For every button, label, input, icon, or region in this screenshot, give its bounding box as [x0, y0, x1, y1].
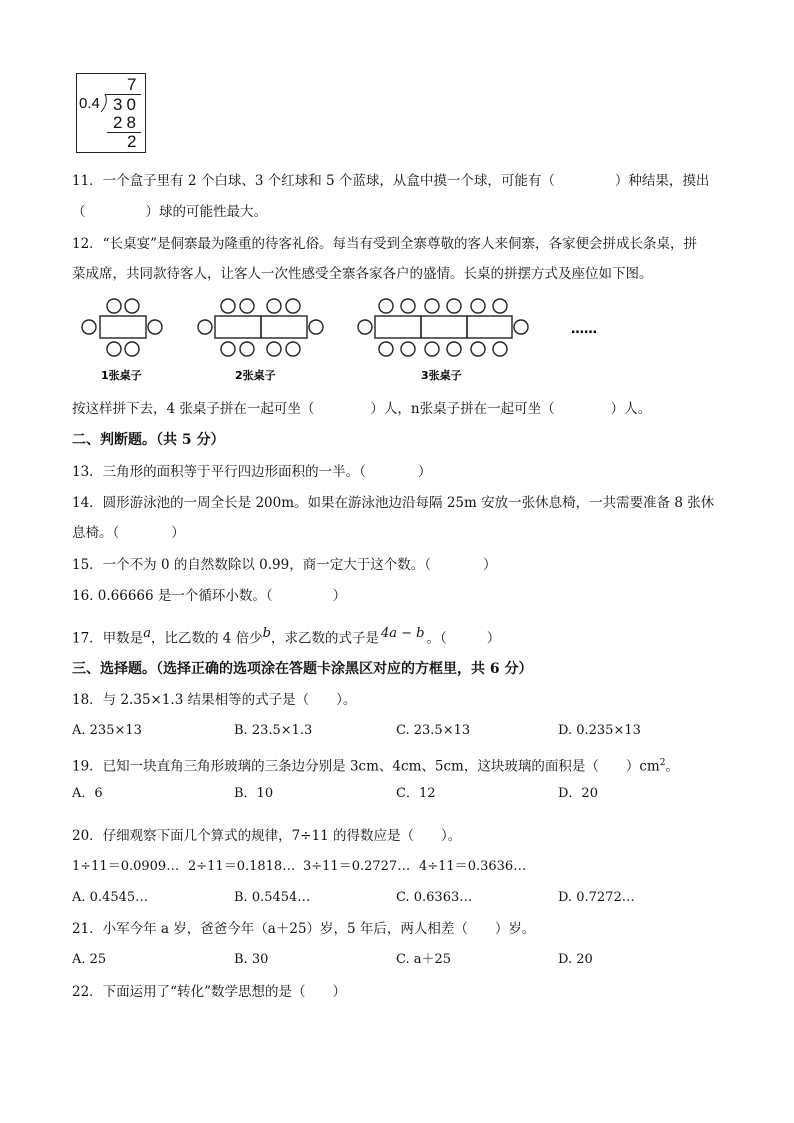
seat	[267, 299, 281, 313]
q20-option-c[interactable]: C. 0.6363…	[396, 890, 473, 905]
seat	[107, 299, 121, 313]
q16-close: ）	[332, 588, 347, 604]
caption-three-tables: 3张桌子	[421, 369, 462, 382]
division-dividend: 30	[113, 95, 140, 114]
continuation-ellipsis: ……	[571, 322, 597, 337]
question-12-line-1: 12．“长桌宴”是侗寨最为隆重的待客礼俗。每当有受到全寨尊敬的客人来侗寨，各家便会拼成长条桌，拼	[72, 236, 697, 252]
q21-option-b[interactable]: B. 30	[234, 952, 269, 967]
q19-end: 。	[665, 758, 679, 775]
q12-text-b: ）人，n张桌子拼在一起可坐（	[370, 401, 555, 417]
q11-text-c: （	[72, 204, 86, 220]
q15-close: ）	[482, 557, 497, 573]
question-15	[72, 555, 496, 575]
q20-option-a[interactable]: A. 0.4545…	[72, 890, 149, 905]
q14-text: 息椅。（	[72, 525, 120, 541]
long-division-figure	[76, 73, 146, 153]
q19-text: 19．已知一块直角三角形玻璃的三条边分别是 3cm、4cm、5cm，这块玻璃的面积是（ ）cm	[72, 758, 660, 775]
seat	[240, 299, 254, 313]
seat	[125, 299, 139, 313]
q17-text-a: 17．甲数是	[72, 630, 144, 647]
q19-option-d[interactable]: D．20	[558, 786, 598, 801]
q21-option-d[interactable]: D. 20	[558, 952, 593, 967]
seat	[401, 299, 415, 313]
q13-close: ）	[417, 464, 432, 480]
q20-example-3: 3÷11＝0.2727…	[303, 859, 411, 874]
section-2-title: 二、判断题。（共 5 分）	[72, 432, 225, 448]
seat	[425, 342, 439, 356]
seat	[221, 342, 235, 356]
question-14-line-1: 14．圆形游泳池的一周全长是 200m。如果在游泳池边沿每隔 25m 安放一张休息椅，一共需要准备 8 张休	[72, 495, 715, 511]
table-arrangement-figure	[78, 296, 618, 388]
seat	[125, 342, 139, 356]
seat	[198, 320, 212, 334]
q19-unit-exponent: 2	[659, 758, 666, 768]
question-14-line-2	[72, 523, 185, 543]
section-3-title: 三、选择题。（选择正确的选项涂在答题卡涂黑区对应的方框里，共 6 分）	[72, 661, 533, 677]
q18-option-d[interactable]: D. 0.235×13	[558, 723, 641, 738]
question-12-line-3	[72, 399, 651, 419]
q19-option-c[interactable]: C．12	[396, 786, 436, 801]
seat	[286, 299, 300, 313]
table	[215, 316, 261, 338]
seat	[107, 342, 121, 356]
q20-example-1: 1÷11＝0.0909…	[72, 859, 180, 874]
q18-option-a[interactable]: A. 235×13	[72, 723, 142, 738]
seat	[309, 320, 323, 334]
question-17	[72, 624, 500, 649]
q15-text: 15．一个不为 0 的自然数除以 0.99，商一定大于这个数。（	[72, 557, 431, 573]
q17-var-a: a	[143, 626, 151, 641]
q17-text-c: ，求乙数的式子是	[270, 630, 379, 647]
seat	[358, 320, 372, 334]
q11-text-b: ）种结果，摸出	[614, 173, 710, 189]
question-13	[72, 462, 431, 482]
question-22: 22．下面运用了“转化”数学思想的是（ ）	[72, 984, 346, 1000]
q19-option-b[interactable]: B．10	[234, 786, 274, 801]
q17-text-d: 。（	[426, 630, 447, 647]
q12-text-a: 按这样拼下去，4 张桌子拼在一起可坐（	[72, 401, 315, 417]
q17-text-b: ，比乙数的 4 倍少	[150, 630, 263, 647]
seat	[82, 320, 96, 334]
q17-expression: 4a − b	[380, 626, 425, 641]
three-tables-group	[358, 299, 528, 356]
table	[467, 316, 512, 338]
q18-option-c[interactable]: C. 23.5×13	[396, 723, 471, 738]
division-product: 28	[113, 113, 140, 132]
caption-two-tables: 2张桌子	[235, 369, 276, 382]
q20-option-d[interactable]: D. 0.7272…	[558, 890, 635, 905]
table	[375, 316, 421, 338]
q16-text: 16. 0.66666 是一个循环小数。（	[72, 588, 273, 604]
seat	[447, 342, 461, 356]
q14-close: ）	[171, 525, 185, 541]
q20-option-b[interactable]: B. 0.5454…	[234, 890, 311, 905]
q20-example-2: 2÷11＝0.1818…	[188, 859, 296, 874]
seat	[221, 299, 235, 313]
two-tables-group	[198, 299, 323, 356]
q17-var-b: b	[262, 626, 271, 641]
seat	[240, 342, 254, 356]
seat	[379, 342, 393, 356]
question-12-line-2: 菜成席，共同款待客人，让客人一次性感受全寨各家各户的盛情。长桌的拼摆方式及座位如下图。	[72, 266, 653, 282]
question-11-line-2	[72, 202, 267, 222]
q20-example-4: 4÷11＝0.3636…	[419, 859, 527, 874]
question-11-line-1	[72, 171, 709, 191]
seat	[425, 299, 439, 313]
seat	[401, 342, 415, 356]
seat	[493, 299, 507, 313]
q21-option-c[interactable]: C. a＋25	[396, 952, 452, 967]
caption-one-table: 1张桌子	[101, 369, 142, 382]
seat	[148, 320, 162, 334]
division-bracket	[99, 93, 109, 113]
seat	[267, 342, 281, 356]
q21-option-a[interactable]: A. 25	[72, 952, 107, 967]
question-18: 18．与 2.35×1.3 结果相等的式子是（ ）。	[72, 692, 357, 708]
question-19	[72, 753, 679, 777]
division-remainder: 2	[127, 132, 137, 151]
seat	[286, 342, 300, 356]
question-20: 20．仔细观察下面几个算式的规律，7÷11 的得数应是（ ）。	[72, 828, 462, 844]
seat	[379, 299, 393, 313]
one-table-group	[82, 299, 162, 356]
seat	[471, 299, 485, 313]
question-16	[72, 586, 346, 606]
q13-text: 13．三角形的面积等于平行四边形面积的一半。（	[72, 464, 366, 480]
table	[261, 316, 307, 338]
seat	[471, 342, 485, 356]
q18-option-b[interactable]: B. 23.5×1.3	[234, 723, 313, 738]
q17-close: ）	[486, 630, 501, 647]
seat	[447, 299, 461, 313]
seat	[514, 320, 528, 334]
seat	[493, 342, 507, 356]
question-21: 21．小军今年 a 岁，爸爸今年（a＋25）岁，5 年后，两人相差（ ）岁。	[72, 921, 536, 937]
division-quotient: 7	[127, 75, 137, 94]
division-divisor: 0.4	[79, 95, 100, 112]
q11-text-a: 11．一个盒子里有 2 个白球、3 个红球和 5 个蓝球，从盒中摸一个球，可能有（	[72, 173, 555, 189]
table	[421, 316, 467, 338]
q12-text-c: ）人。	[610, 401, 652, 417]
q19-option-a[interactable]: A．6	[72, 786, 103, 801]
table	[100, 316, 146, 338]
q11-text-d: ）球的可能性最大。	[145, 204, 267, 220]
